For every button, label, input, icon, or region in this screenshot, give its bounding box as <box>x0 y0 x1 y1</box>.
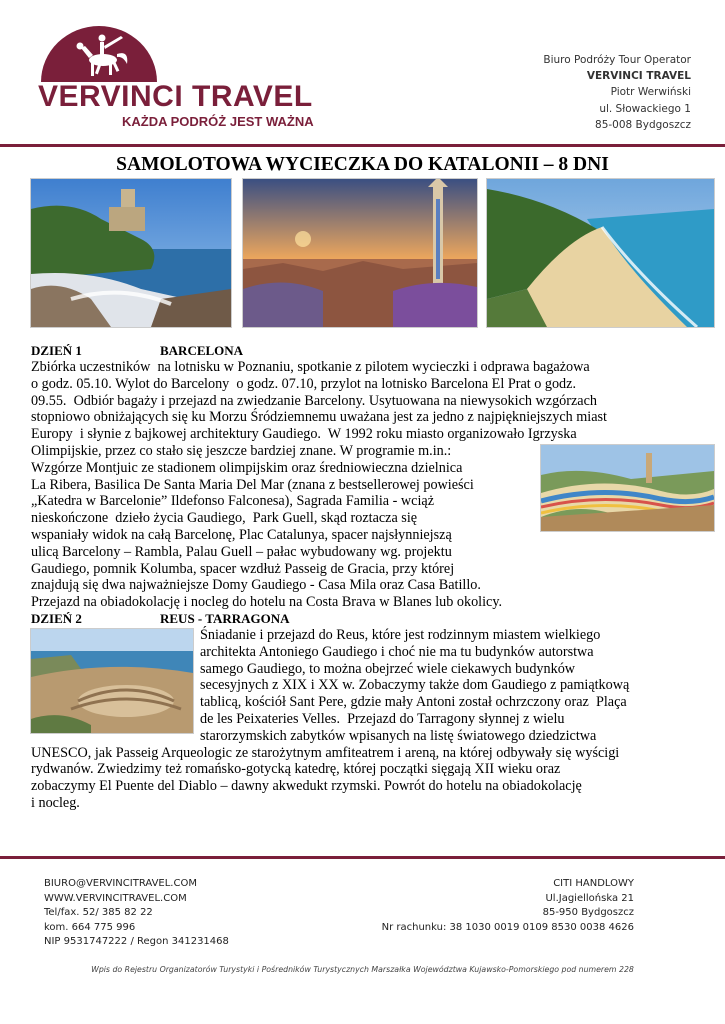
company-logo <box>36 20 314 130</box>
text-line: secesyjnych z XIX i XX w. Zobaczymy także dom Gaudiego z pamiątkową <box>200 677 630 694</box>
text-line: „Katedra w Barcelonie” Ildefonso Falconesa), Sagrada Familia - wciąż <box>31 493 434 510</box>
text-line: La Ribera, Basilica De Santa Maria Del Mar (znana z bestsellerowej powieści <box>31 476 474 493</box>
day2-description <box>31 627 629 812</box>
photo-park-guell-bench <box>540 444 715 532</box>
text-line: Zbiórka uczestników na lotnisku w Poznaniu, spotkanie z pilotem wycieczki i odprawa bagażowa <box>31 359 590 375</box>
footer-bank-city: 85-950 Bydgoszcz <box>542 907 634 919</box>
text-line: Olimpijskie, przez co stało się jeszcze bardziej znane. W programie m.in.: <box>31 442 452 459</box>
text-line: nieskończone dzieło życia Gaudiego, Park Guell, skąd roztacza się <box>31 510 418 527</box>
company-address <box>543 52 691 133</box>
text-line: i nocleg. <box>31 794 80 811</box>
text-line: Europy i słynie z bajkowej architektury Gaudiego. W 1992 roku miasto organizowało Igrzyska <box>31 426 577 443</box>
text-line: samego Gaudiego, to można obejrzeć wiele ciekawych budynków <box>200 660 576 677</box>
text-line: znajdują się dwa najważniejsze Domy Gaudiego - Casa Mila oraz Casa Batillo. <box>31 577 481 594</box>
day1-place: BARCELONA <box>160 343 244 358</box>
text-line: architekta Antoniego Gaudiego i choć nie ma tu budynków autorstwa <box>200 643 594 660</box>
text-line: stopniowo obniżających się ku Morzu Śródziemnemu uważana jest za jedno z najpiękniejszych miast <box>31 409 607 426</box>
footer-nip: NIP 9531747222 / Regon 341231468 <box>44 936 229 948</box>
footer-bank-street: Ul.Jagiellońska 21 <box>545 892 634 904</box>
footer-contact <box>44 877 229 950</box>
text-line: starorzymskich zabytków wpisanych na listę światowego dziedzictwa <box>200 727 597 744</box>
day1-label: DZIEŃ 1 <box>31 343 82 358</box>
company-line: ul. Słowackiego 1 <box>599 102 691 115</box>
footer-bank-name: CITI HANDLOWY <box>553 878 634 889</box>
header-divider <box>0 144 725 147</box>
company-line: VERVINCI TRAVEL <box>586 70 691 83</box>
text-line: rydwanów. Zwiedzimy też romańsko-gotycką katedrę, której początki sięgają XII wieku oraz <box>31 761 561 778</box>
day2-label: DZIEŃ 2 <box>31 611 82 626</box>
text-line: Przejazd na obiadokolację i nocleg do hotelu na Costa Brava w Blanes lub okolicy. <box>31 594 503 611</box>
text-line: Śniadanie i przejazd do Reus, które jest rodzinnym miastem wielkiego <box>200 627 601 643</box>
footer-mobile: kom. 664 775 996 <box>44 921 136 933</box>
photo-sandy-beach <box>486 178 715 328</box>
day2-place: REUS - TARRAGONA <box>160 611 290 626</box>
footer-email[interactable]: BIURO@VERVINCITRAVEL.COM <box>44 878 197 889</box>
day1-description <box>31 359 607 611</box>
footer-divider <box>0 856 725 859</box>
photo-park-guell-sunset <box>242 178 478 328</box>
footer-phone: Tel/fax. 52/ 385 82 22 <box>44 907 153 919</box>
text-line: zobaczymy El Puente del Diablo – dawny akwedukt rzymski. Powrót do hotelu na obiadokolację <box>31 778 582 795</box>
text-line: Wzgórze Montjuic ze stadionem olimpijskim oraz średniowieczna dzielnica <box>31 459 463 476</box>
company-line: 85-008 Bydgoszcz <box>595 118 691 131</box>
text-line: wspaniały widok na całą Barcelonę, Plac Catalunya, spacer najsłynniejszą <box>31 526 452 543</box>
text-line: Gaudiego, pomnik Kolumba, spacer wzdłuż Passeig de Gracia, przy której <box>31 560 455 577</box>
text-line: o godz. 05.10. Wylot do Barcelony o godz. 07.10, przylot na lotnisko Barcelona El Prat o godz. <box>31 375 576 392</box>
company-line: Biuro Podróży Tour Operator <box>543 54 691 66</box>
company-line: Piotr Werwiński <box>610 86 691 99</box>
footer-website[interactable]: WWW.VERVINCITRAVEL.COM <box>44 892 187 904</box>
footer-registry-note: Wpis do Rejestru Organizatorów Turystyki i Pośredników Turystycznych Marszałka Województwa Kujawsko-Pomorskiego pod numerem 228 <box>91 965 634 974</box>
text-line: de les Peixateries Velles. Przejazd do Tarragony słynnej z wielu <box>200 710 565 727</box>
text-line: ulicą Barcelony – Rambla, Palau Guell – pałac wybudowany wg. projektu <box>31 543 452 560</box>
footer-bank <box>382 877 634 935</box>
logo-name: VERVINCI TRAVEL <box>38 80 313 113</box>
logo-tagline: KAŻDA PODRÓŻ JEST WAŻNA <box>122 114 314 129</box>
text-line: 09.55. Odbiór bagaży i przejazd na zwiedzanie Barcelony. Usytuowana na niewysokich wzgórzach <box>31 392 597 409</box>
logo-emblem-icon <box>39 24 159 82</box>
text-line: UNESCO, jak Passeig Arqueologic ze starożytnym amfiteatrem i areną, na której odbywały się wyścigi <box>31 744 620 761</box>
footer-account-number: Nr rachunku: 38 1030 0019 0109 8530 0038 4626 <box>381 921 634 933</box>
page-title: SAMOLOTOWA WYCIECZKA DO KATALONII – 8 DNI <box>116 154 609 175</box>
text-line: tablicą, kościół Sant Pere, gdzie mały Antoni został ochrzczony oraz Plaça <box>200 694 627 711</box>
photo-coastal-castle <box>30 178 232 328</box>
